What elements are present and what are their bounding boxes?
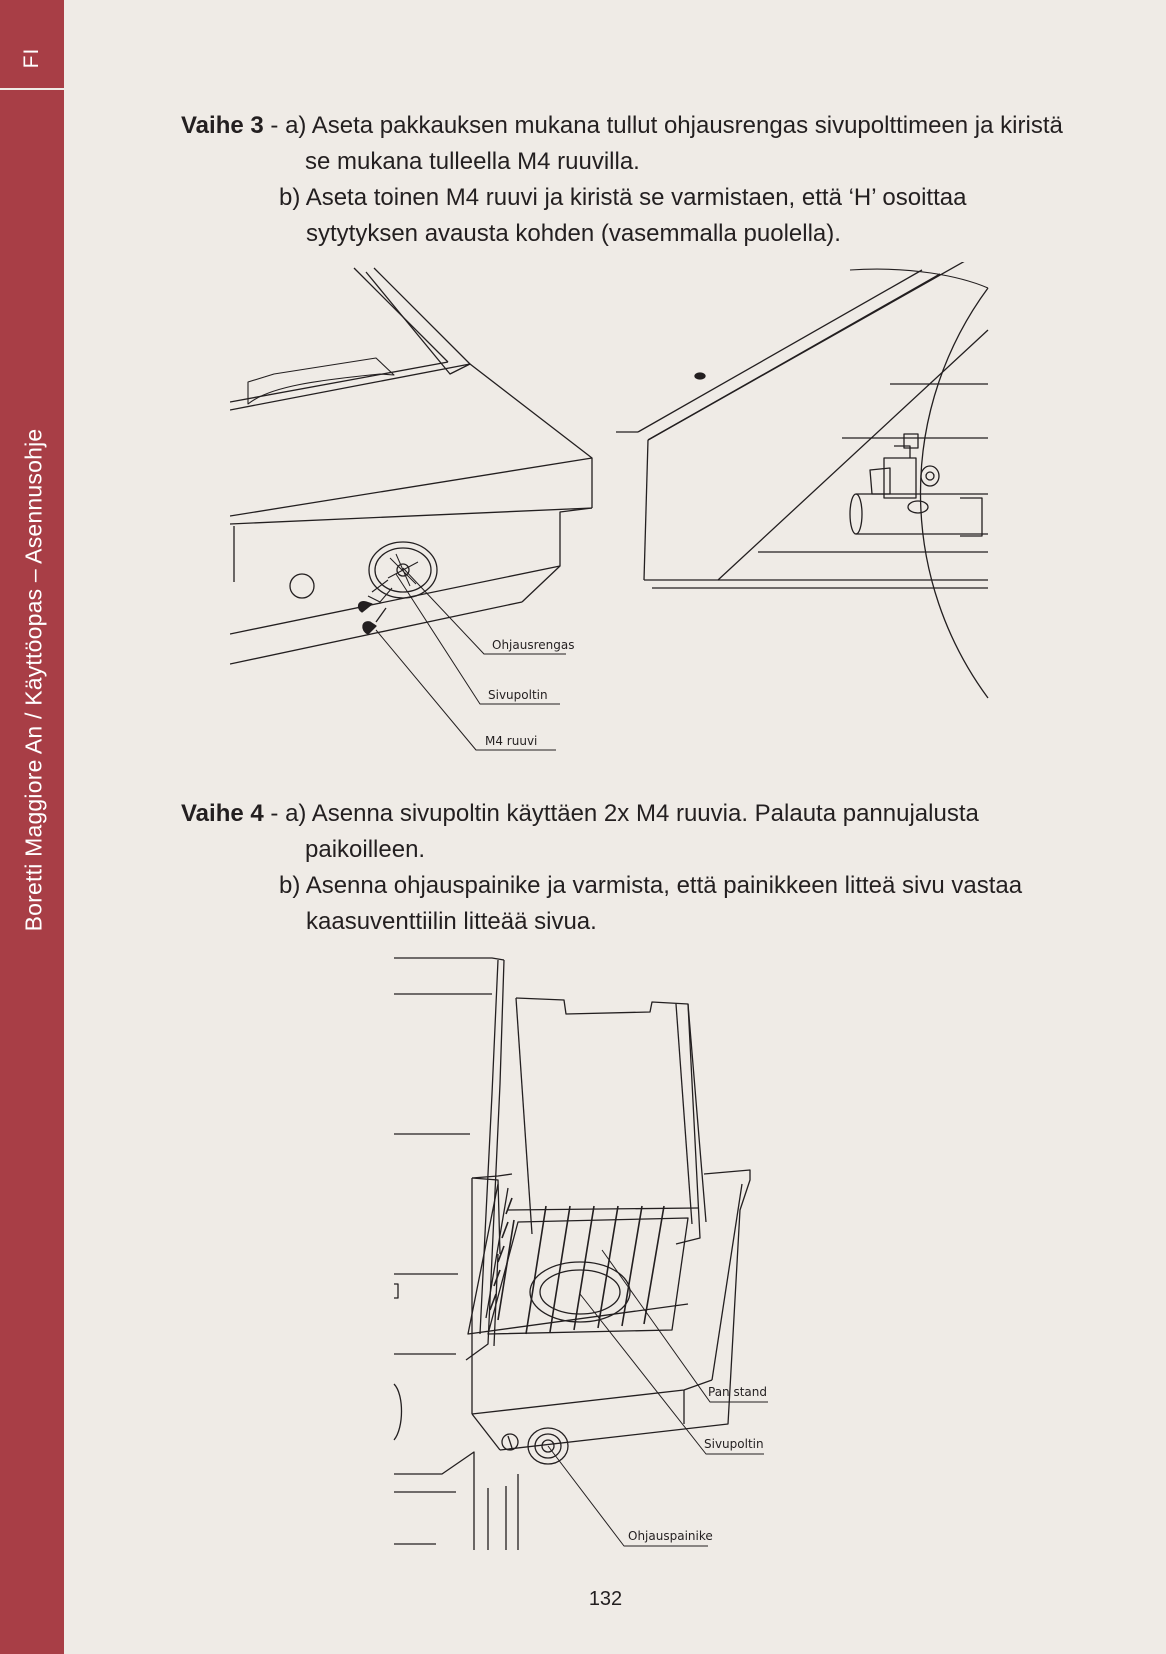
- lid-drawing: [516, 998, 706, 1244]
- label-ohjauspainike: Ohjauspainike: [628, 1529, 713, 1543]
- burner-housing-drawing: [230, 268, 592, 664]
- label-sivupoltin: Sivupoltin: [488, 688, 548, 702]
- figure-side-burner-control-ring: [230, 262, 1000, 762]
- step-4-line-a1: Vaihe 4 - a) Asenna sivupoltin käyttäen 2x M4 ruuvia. Palauta pannujalusta: [181, 800, 979, 827]
- step-3-line-b2: sytytyksen avausta kohden (vasemmalla puolella).: [306, 220, 841, 247]
- figure-side-burner-installation: [388, 954, 828, 1550]
- step-4-instructions: [181, 796, 1022, 940]
- control-knob-drawing: [488, 1428, 568, 1550]
- step-3-instructions: [181, 108, 1063, 252]
- language-tab: [0, 0, 64, 90]
- grill-body-drawing: [394, 958, 504, 1550]
- step-4-line-b2: kaasuventtiilin litteää sivua.: [306, 908, 597, 935]
- language-label: FI: [20, 47, 43, 69]
- figure-1-leader-lines: [376, 568, 566, 750]
- step-3-line-a2: se mukana tulleella M4 ruuvilla.: [305, 148, 640, 175]
- step-4-line-a2: paikoilleen.: [305, 836, 426, 863]
- step-4-heading: Vaihe 4: [181, 800, 264, 827]
- side-burner-box-drawing: [468, 1170, 750, 1450]
- sidebar: [0, 0, 64, 1654]
- pan-stand-drawing: [488, 1206, 698, 1334]
- zoom-detail-drawing: [616, 262, 988, 698]
- label-ohjausrengas: Ohjausrengas: [492, 638, 575, 652]
- label-sivupoltin-2: Sivupoltin: [704, 1437, 764, 1451]
- page-number: 132: [588, 1588, 623, 1610]
- step-4-line-b1: b) Asenna ohjauspainike ja varmista, että painikkeen litteä sivu vastaa: [279, 872, 1023, 899]
- step-3-line-a1: Vaihe 3 - a) Aseta pakkauksen mukana tullut ohjausrengas sivupolttimeen ja kiristä: [181, 112, 1063, 139]
- label-pan-stand: Pan stand: [708, 1385, 768, 1399]
- label-m4-ruuvi: M4 ruuvi: [485, 734, 538, 748]
- sidebar-title: Boretti Maggiore An / Käyttöopas – Asennusohje: [20, 428, 47, 932]
- step-3-line-b1: b) Aseta toinen M4 ruuvi ja kiristä se varmistaen, että ‘H’ osoittaa: [279, 184, 967, 211]
- step-3-heading: Vaihe 3: [181, 112, 264, 139]
